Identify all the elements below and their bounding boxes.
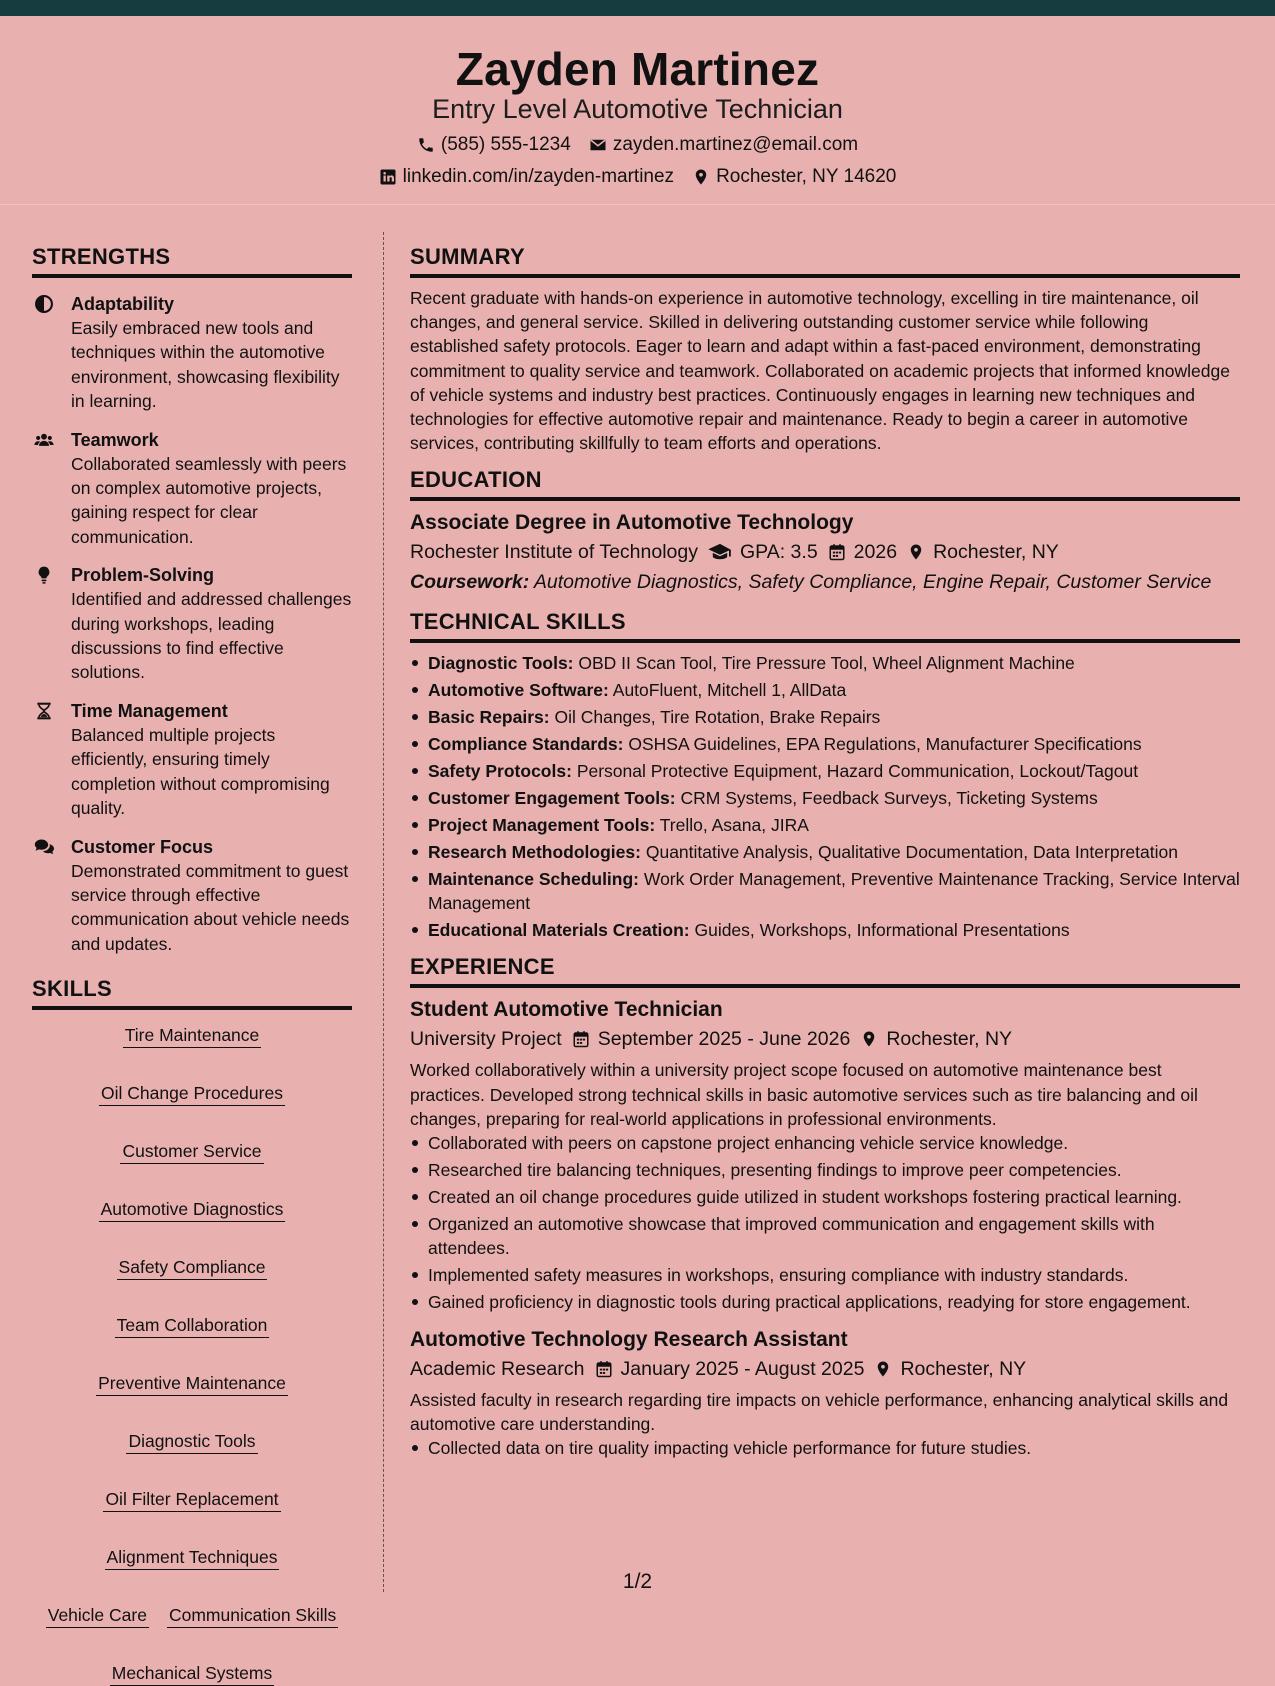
experience-section: [410, 954, 1240, 1460]
location-text: Rochester, NY 14620: [716, 166, 897, 187]
list-item: Researched tire balancing techniques, presenting findings to improve peer competencies.: [410, 1158, 1240, 1182]
skill-values: OBD II Scan Tool, Tire Pressure Tool, Wheel Alignment Machine: [578, 653, 1075, 674]
skill-values: Guides, Workshops, Informational Presentations: [694, 920, 1070, 941]
resume-header: [0, 16, 1275, 204]
skill-category: Research Methodologies:: [428, 842, 641, 863]
linkedin-url[interactable]: linkedin.com/in/zayden-martinez: [402, 166, 675, 187]
school-name: Rochester Institute of Technology: [410, 541, 698, 564]
skill-tag: Oil Filter Replacement: [103, 1488, 280, 1512]
skill-values: OSHSA Guidelines, EPA Regulations, Manufacturer Specifications: [628, 734, 1142, 755]
candidate-name: Zayden Martinez: [455, 43, 820, 95]
strength-title: Adaptability: [71, 294, 175, 314]
coursework-label: Coursework:: [410, 571, 530, 594]
right-column: [410, 244, 1240, 1472]
map-pin-icon: [692, 168, 710, 186]
graduation-cap-icon: [708, 543, 732, 561]
skill-values: Quantitative Analysis, Qualitative Documentation, Data Interpretation: [645, 842, 1178, 863]
header-separator: [0, 204, 1275, 205]
strength-item: [32, 563, 352, 685]
list-item: [410, 813, 1240, 837]
list-item: [410, 705, 1240, 729]
skill-category: Automotive Software:: [428, 680, 609, 701]
strength-item: [32, 835, 352, 957]
list-item: [410, 678, 1240, 702]
list-item: [410, 918, 1240, 942]
job-meta: [410, 1354, 1240, 1384]
skill-category: Basic Repairs:: [428, 707, 550, 728]
skill-values: Work Order Management, Preventive Maintenance Tracking, Service Interval Management: [428, 869, 1240, 914]
skill-values: AutoFluent, Mitchell 1, AllData: [612, 680, 847, 701]
column-divider: [383, 232, 384, 1592]
job-title: Student Automotive Technician: [410, 998, 723, 1022]
list-item: Implemented safety measures in workshops, ensuring compliance with industry standards.: [410, 1263, 1240, 1287]
skill-category: Customer Engagement Tools:: [428, 788, 676, 809]
page-number: 1/2: [622, 1570, 653, 1593]
skill-tag: Tire Maintenance: [123, 1024, 262, 1048]
education-location: [907, 537, 1059, 567]
skill-category: Educational Materials Creation:: [428, 920, 690, 941]
skill-tag: Customer Service: [120, 1140, 263, 1164]
list-item: [410, 840, 1240, 864]
job-entry: [410, 1326, 1240, 1460]
map-pin-icon: [874, 1360, 892, 1378]
list-item: Gained proficiency in diagnostic tools during practical applications, readying for store engagement.: [410, 1290, 1240, 1314]
experience-heading: EXPERIENCE: [410, 954, 1240, 988]
strengths-heading: STRENGTHS: [32, 244, 352, 278]
strength-title: Customer Focus: [71, 836, 214, 857]
job-description: Assisted faculty in research regarding tire impacts on vehicle performance, enhancing analytical skills and automotive care understanding.: [410, 1390, 1229, 1435]
strength-item: [32, 428, 352, 550]
email-contact[interactable]: [589, 134, 858, 156]
strength-description: Collaborated seamlessly with peers on complex automotive projects, gaining respect for clear communication.: [71, 453, 347, 547]
skill-tag: Communication Skills: [167, 1604, 338, 1628]
education-location-text: Rochester, NY: [933, 541, 1059, 564]
contact-line-2: [0, 166, 1275, 188]
skill-tag: Team Collaboration: [115, 1314, 270, 1338]
top-accent-bar: [0, 0, 1275, 16]
job-entry: [410, 996, 1240, 1314]
strength-item: [32, 699, 352, 821]
list-item: [410, 651, 1240, 675]
technical-skills-heading: TECHNICAL SKILLS: [410, 609, 1240, 643]
skill-tag: Automotive Diagnostics: [99, 1198, 286, 1222]
calendar-icon: [595, 1360, 613, 1378]
skill-tag: Safety Compliance: [117, 1256, 268, 1280]
skill-category: Diagnostic Tools:: [428, 653, 574, 674]
calendar-icon: [828, 543, 846, 561]
linkedin-icon: [379, 168, 397, 186]
list-item: Created an oil change procedures guide utilized in student workshops fostering practical learning.: [410, 1185, 1240, 1209]
job-meta: [410, 1024, 1240, 1054]
summary-section: [410, 244, 1240, 455]
linkedin-contact[interactable]: [379, 166, 674, 188]
job-dates-item: [595, 1354, 865, 1384]
list-item: [410, 759, 1240, 783]
phone-contact: [417, 134, 571, 156]
strength-description: Easily embraced new tools and techniques within the automotive environment, showcasing flexibility in learning.: [71, 318, 340, 412]
coursework-text: Automotive Diagnostics, Safety Compliance, Engine Repair, Customer Service: [533, 571, 1212, 594]
list-item: Collected data on tire quality impacting vehicle performance for future studies.: [410, 1436, 1240, 1460]
summary-heading: SUMMARY: [410, 244, 1240, 278]
education-section: [410, 467, 1240, 597]
contact-line-1: [0, 134, 1275, 156]
skill-tag: Vehicle Care: [46, 1604, 149, 1628]
strength-title: Problem-Solving: [71, 565, 215, 586]
skill-values: Oil Changes, Tire Rotation, Brake Repairs: [554, 707, 881, 728]
left-column: [32, 244, 352, 1686]
list-item: [410, 867, 1240, 915]
job-description: Worked collaboratively within a university project scope focused on automotive maintenance best practices. Developed strong technical skills in basic automotive services such as tire balancing and oil changes, preparing for real-world applications in professional environments.: [410, 1060, 1198, 1129]
phone-number: (585) 555-1234: [440, 134, 571, 155]
degree-title: Associate Degree in Automotive Technology: [410, 511, 854, 535]
coursework-line: [410, 567, 1240, 597]
technical-skills-list: [410, 651, 1240, 942]
job-bullets: [410, 1436, 1240, 1460]
year-item: [828, 537, 897, 567]
skill-values: CRM Systems, Feedback Surveys, Ticketing Systems: [680, 788, 1098, 809]
skill-category: Safety Protocols:: [428, 761, 572, 782]
strength-title: Teamwork: [71, 429, 159, 450]
strength-description: Balanced multiple projects efficiently, ensuring timely completion without compromising quality.: [71, 724, 330, 819]
location-contact: [692, 166, 896, 188]
comments-icon: [34, 837, 54, 857]
skill-category: Maintenance Scheduling:: [428, 869, 639, 890]
email-address[interactable]: zayden.martinez@email.com: [612, 134, 859, 155]
skill-tag: Mechanical Systems: [110, 1662, 274, 1686]
strength-description: Identified and addressed challenges during workshops, leading discussions to find effective solutions.: [71, 589, 352, 683]
skill-tag: Alignment Techniques: [105, 1546, 280, 1570]
skills-heading: SKILLS: [32, 976, 352, 1010]
summary-text: Recent graduate with hands-on experience in automotive technology, excelling in tire maintenance, oil changes, and general service. Skilled in delivering outstanding customer service while following established safety protocols. Eager to learn and adapt within a fast-paced environment, demonstrating commitment to quality service and teamwork. Collaborated on academic projects that informed knowledge of vehicle systems and industry best practices. Continuously engages in learning new techniques and technologies for effective automotive repair and maintenance. Ready to begin a career in automotive services, contributing skillfully to team efforts and operations.: [410, 288, 1230, 454]
map-pin-icon: [860, 1030, 878, 1048]
calendar-icon: [572, 1030, 590, 1048]
job-org: University Project: [410, 1028, 562, 1051]
half-circle-icon: [34, 294, 54, 314]
skill-values: Personal Protective Equipment, Hazard Communication, Lockout/Tagout: [576, 761, 1139, 782]
job-dates-item: [572, 1024, 851, 1054]
map-pin-icon: [907, 543, 925, 561]
hourglass-icon: [34, 701, 54, 721]
job-location: Rochester, NY: [886, 1028, 1013, 1051]
job-location-item: [874, 1354, 1026, 1384]
job-title: Automotive Technology Research Assistant: [410, 1328, 848, 1352]
education-meta: [410, 537, 1240, 567]
education-heading: EDUCATION: [410, 467, 1240, 501]
lightbulb-icon: [34, 565, 54, 585]
gpa-item: [708, 537, 818, 567]
users-icon: [34, 430, 54, 450]
list-item: [410, 732, 1240, 756]
skill-values: Trello, Asana, JIRA: [659, 815, 809, 836]
job-bullets: [410, 1131, 1240, 1314]
job-location: Rochester, NY: [900, 1358, 1027, 1381]
skill-category: Compliance Standards:: [428, 734, 624, 755]
skill-category: Project Management Tools:: [428, 815, 656, 836]
graduation-year: 2026: [853, 541, 898, 564]
job-org: Academic Research: [410, 1358, 585, 1381]
list-item: Organized an automotive showcase that improved communication and engagement skills with attendees.: [410, 1212, 1240, 1260]
candidate-title: Entry Level Automotive Technician: [432, 94, 843, 124]
skill-tag: Diagnostic Tools: [126, 1430, 257, 1454]
gpa-text: GPA: 3.5: [739, 541, 818, 564]
job-location-item: [860, 1024, 1012, 1054]
envelope-icon: [589, 136, 607, 154]
phone-icon: [417, 136, 435, 154]
skill-tag: Preventive Maintenance: [96, 1372, 288, 1396]
technical-skills-section: [410, 609, 1240, 942]
skill-tag: Oil Change Procedures: [99, 1082, 285, 1106]
job-dates: January 2025 - August 2025: [620, 1358, 865, 1381]
strength-title: Time Management: [71, 700, 228, 721]
strength-description: Demonstrated commitment to guest service through effective communication about vehicle needs and updates.: [71, 860, 350, 954]
job-dates: September 2025 - June 2026: [597, 1028, 851, 1051]
list-item: Collaborated with peers on capstone project enhancing vehicle service knowledge.: [410, 1131, 1240, 1155]
list-item: [410, 786, 1240, 810]
strength-item: [32, 292, 352, 414]
